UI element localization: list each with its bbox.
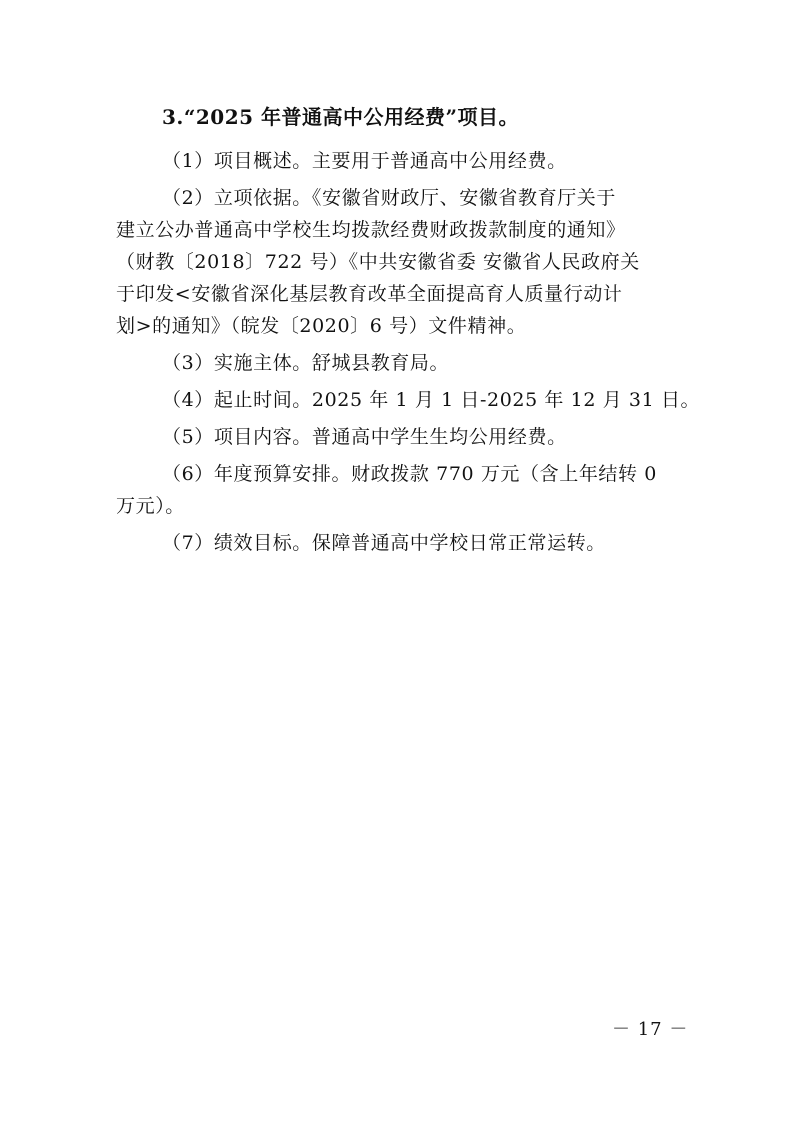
paragraph-line: （6）年度预算安排。财政拨款 770 万元（含上年结转 0 — [162, 463, 657, 485]
paragraph-project-content — [116, 421, 682, 453]
paragraph-line: （5）项目内容。普通高中学生生均公用经费。 — [162, 426, 567, 448]
paragraph-time-period — [116, 384, 701, 416]
paragraph-line: 建立公办普通高中学校生均拨款经费财政拨款制度的通知》 — [116, 219, 626, 241]
paragraph-performance-goal — [116, 527, 682, 559]
paragraph-line: （财教〔2018〕722 号）《中共安徽省委 安徽省人民政府关 — [116, 251, 640, 273]
page-number: － 17 － — [612, 1019, 689, 1040]
document-body — [116, 145, 701, 564]
paragraph-line: （3）实施主体。舒城县教育局。 — [162, 352, 450, 374]
paragraph-budget — [116, 458, 682, 522]
paragraph-project-basis — [116, 182, 682, 342]
section-heading: 3.“2025 年普通高中公用经费”项目。 — [162, 105, 520, 129]
paragraph-line: （2）立项依据。《安徽省财政厅、安徽省教育厅关于 — [162, 187, 616, 209]
paragraph-line: （1）项目概述。主要用于普通高中公用经费。 — [162, 150, 567, 172]
paragraph-line: 万元）。 — [116, 495, 185, 517]
paragraph-line: （4）起止时间。2025 年 1 月 1 日-2025 年 12 月 31 日。 — [162, 389, 701, 411]
paragraph-implementer — [116, 347, 682, 379]
paragraph-line: （7）绩效目标。保障普通高中学校日常正常运转。 — [162, 532, 606, 554]
paragraph-line: 划>的通知》（皖发〔2020〕6 号）文件精神。 — [116, 315, 527, 337]
paragraph-project-overview — [116, 145, 682, 177]
paragraph-line: 于印发<安徽省深化基层教育改革全面提高育人质量行动计 — [116, 283, 623, 305]
